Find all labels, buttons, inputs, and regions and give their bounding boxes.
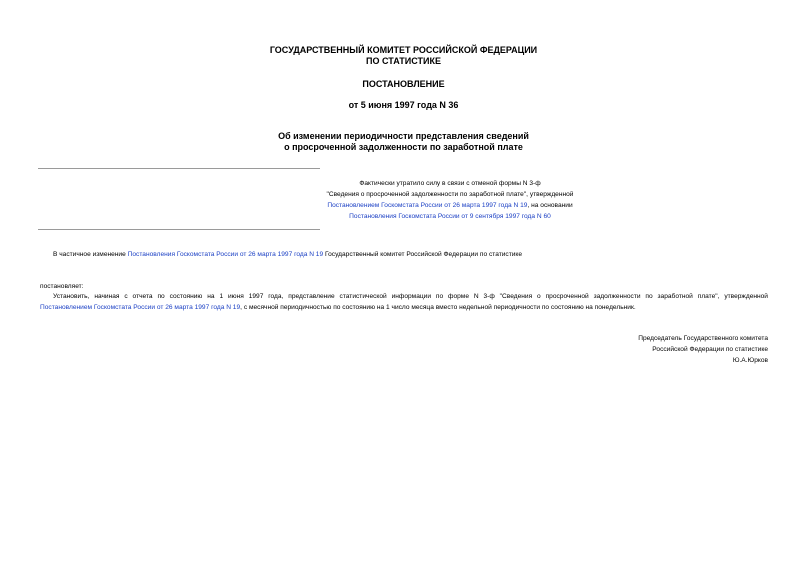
status-note-link-decree-19[interactable]: Постановлением Госкомстата России от 26 марта 1997 года N 19 [327,202,528,209]
committee-name-line2: ПО СТАТИСТИКЕ [366,56,441,66]
preamble-tail: Государственный комитет Российской Федерации по статистике [323,251,523,258]
signature-position-line1: Председатель Государственного комитета [638,335,768,342]
body-link-decree-19[interactable]: Постановлением Госкомстата России от 26 марта 1997 года N 19 [40,304,241,311]
signature-name: Ю.А.Юрков [732,357,768,364]
document-title-line1: Об изменении периодичности представления сведений [278,131,529,141]
status-note-line3-tail: , на основании [527,202,573,209]
body-line2-tail: , с месячной периодичностью по состоянию на 1 число месяца вместо недельной периодичности по состоянию на понедельник. [240,304,636,311]
body-line2 [40,302,636,313]
signature-position-line2: Российской Федерации по статистике [652,346,768,353]
document-date-number: от 5 июня 1997 года N 36 [348,100,459,110]
committee-name-line1: ГОСУДАРСТВЕННЫЙ КОМИТЕТ РОССИЙСКОЙ ФЕДЕРАЦИИ [269,45,538,55]
status-note-line2: "Сведения о просроченной задолженности по заработной плате", утвержденной [326,191,574,198]
status-note-line1: Фактически утратило силу в связи с отменой формы N 3-ф [359,180,541,187]
status-note-line4 [180,211,720,222]
status-note-link-decree-60[interactable]: Постановления Госкомстата России от 9 сентября 1997 года N 60 [349,213,551,220]
preamble-link-decree-19[interactable]: Постановления Госкомстата России от 26 марта 1997 года N 19 [127,251,324,258]
document-title-line2: о просроченной задолженности по заработной плате [284,142,523,152]
preamble-lead: В частичное изменение [53,251,128,258]
status-note-line3 [180,200,720,211]
top-divider [38,168,320,169]
preamble-paragraph [53,249,522,260]
bottom-divider [38,229,320,230]
body-line1: Установить, начиная с отчета по состоянию на 1 июня 1997 года, представление статистической информации по форме N 3-ф "Сведения о просроченной задолженности по заработной плате", утвержденной [53,293,768,300]
resolves-word: постановляет: [40,283,84,290]
document-type: ПОСТАНОВЛЕНИЕ [362,79,445,89]
